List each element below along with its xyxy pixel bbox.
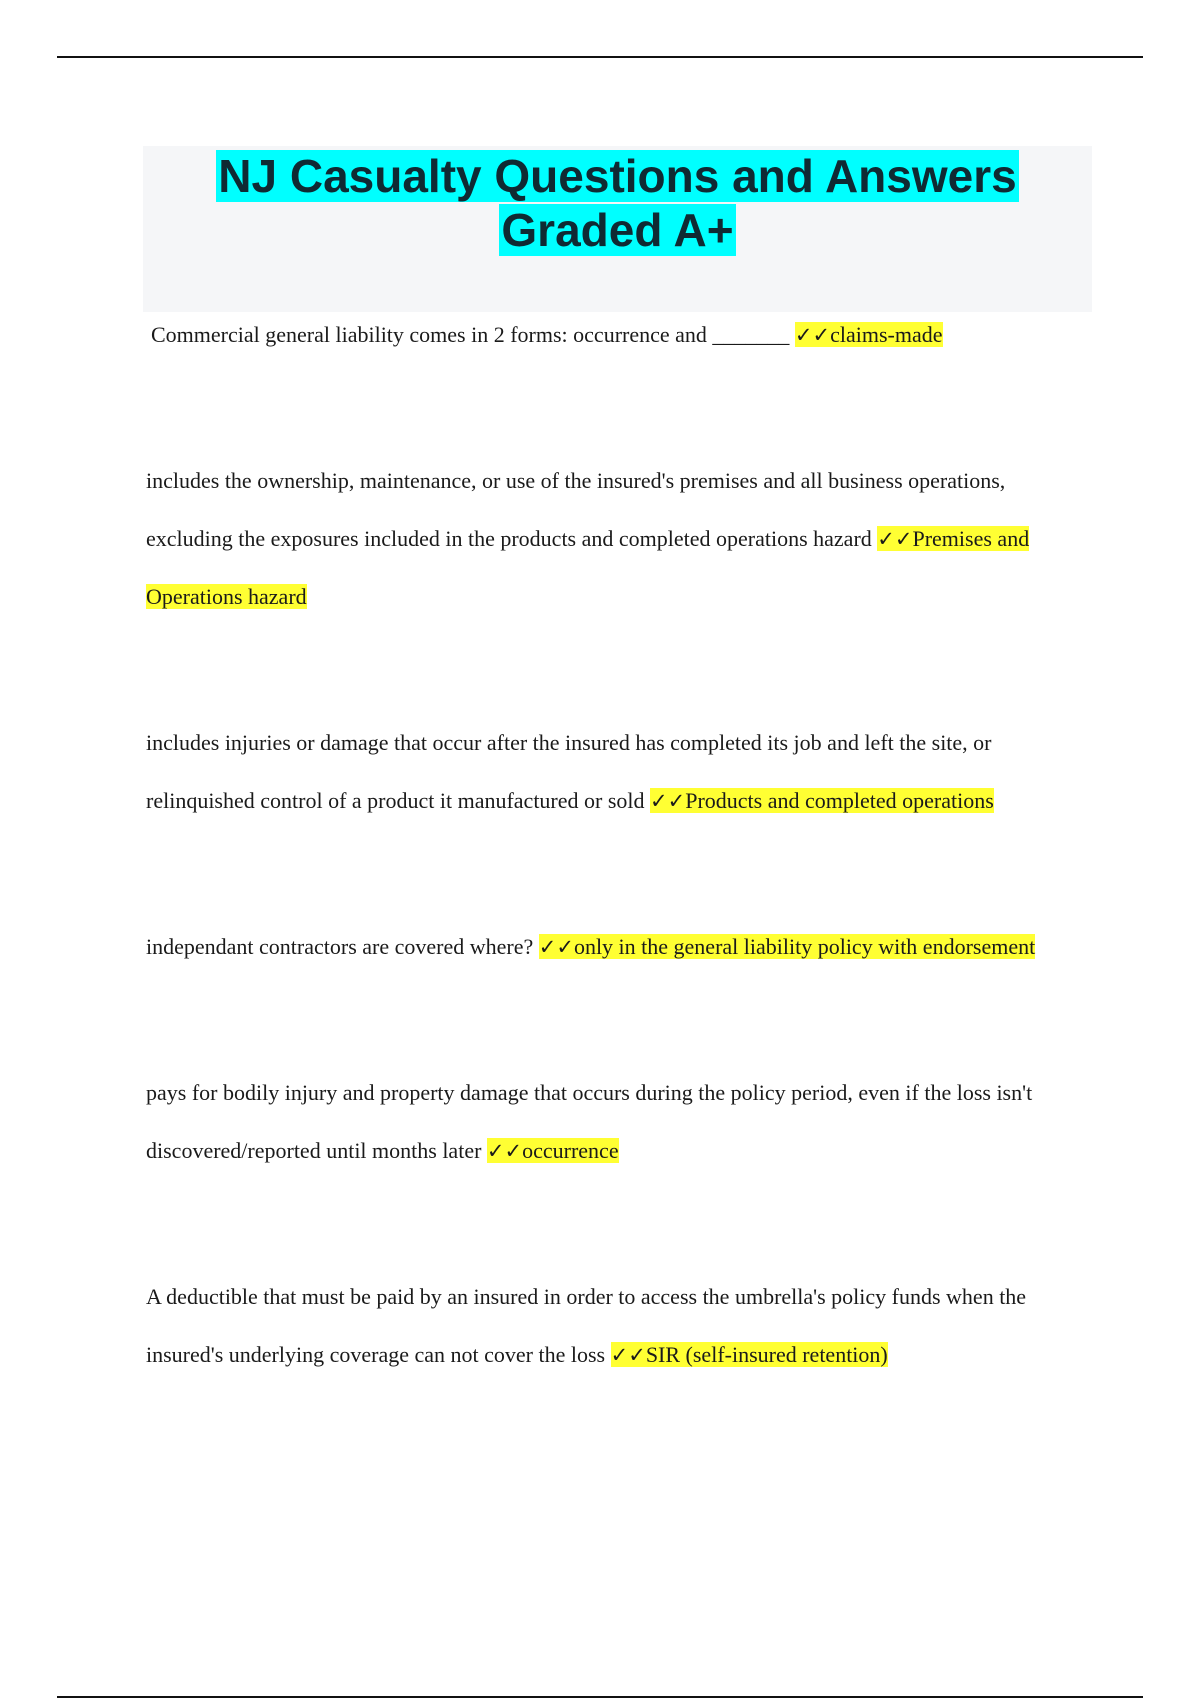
double-check-icon: ✓✓ (794, 323, 831, 347)
answer-text: Premises and Operations hazard (146, 526, 1030, 609)
answer-highlight (487, 1138, 619, 1163)
answer-highlight (539, 934, 1035, 959)
double-check-icon: ✓✓ (538, 935, 574, 959)
qa-list (146, 306, 1086, 1384)
answer-highlight (650, 788, 994, 813)
question-text: pays for bodily injury and property damage that occurs during the policy period, even if the loss isn't discovered/reported until months later (146, 1080, 1033, 1163)
qa-item (146, 1268, 1086, 1384)
answer-text: occurrence (522, 1138, 619, 1163)
question-text: includes injuries or damage that occur after the insured has completed its job and left the site, or relinquished control of a product it manufactured or sold (146, 730, 992, 813)
answer-text: claims-made (830, 322, 943, 347)
title-box (143, 146, 1092, 312)
document-title-text: NJ Casualty Questions and Answers Graded A+ (218, 150, 1017, 256)
top-rule (57, 56, 1143, 58)
question-text: includes the ownership, maintenance, or use of the insured's premises and all business operations, excluding the exposures included in the products and completed operations hazard (146, 468, 1006, 551)
question-text: independant contractors are covered where? (146, 934, 539, 959)
answer-highlight (795, 322, 943, 347)
double-check-icon: ✓✓ (610, 1343, 646, 1367)
double-check-icon: ✓✓ (877, 527, 913, 551)
qa-item (146, 452, 1086, 626)
bottom-rule (57, 1696, 1143, 1698)
qa-item (146, 1064, 1086, 1180)
qa-item (146, 306, 1086, 364)
question-text: A deductible that must be paid by an insured in order to access the umbrella's policy funds when the insured's underlying coverage can not cover the loss (146, 1284, 1027, 1367)
double-check-icon: ✓✓ (650, 789, 686, 813)
qa-item (146, 918, 1086, 976)
answer-text: SIR (self-insured retention) (645, 1342, 888, 1367)
document-title (143, 146, 1092, 257)
question-text: Commercial general liability comes in 2 forms: occurrence and _______ (151, 322, 795, 347)
answer-text: only in the general liability policy with endorsement (573, 934, 1036, 959)
answer-highlight (611, 1342, 888, 1367)
double-check-icon: ✓✓ (486, 1139, 523, 1163)
answer-text: Products and completed operations (685, 788, 994, 813)
qa-item (146, 714, 1086, 830)
